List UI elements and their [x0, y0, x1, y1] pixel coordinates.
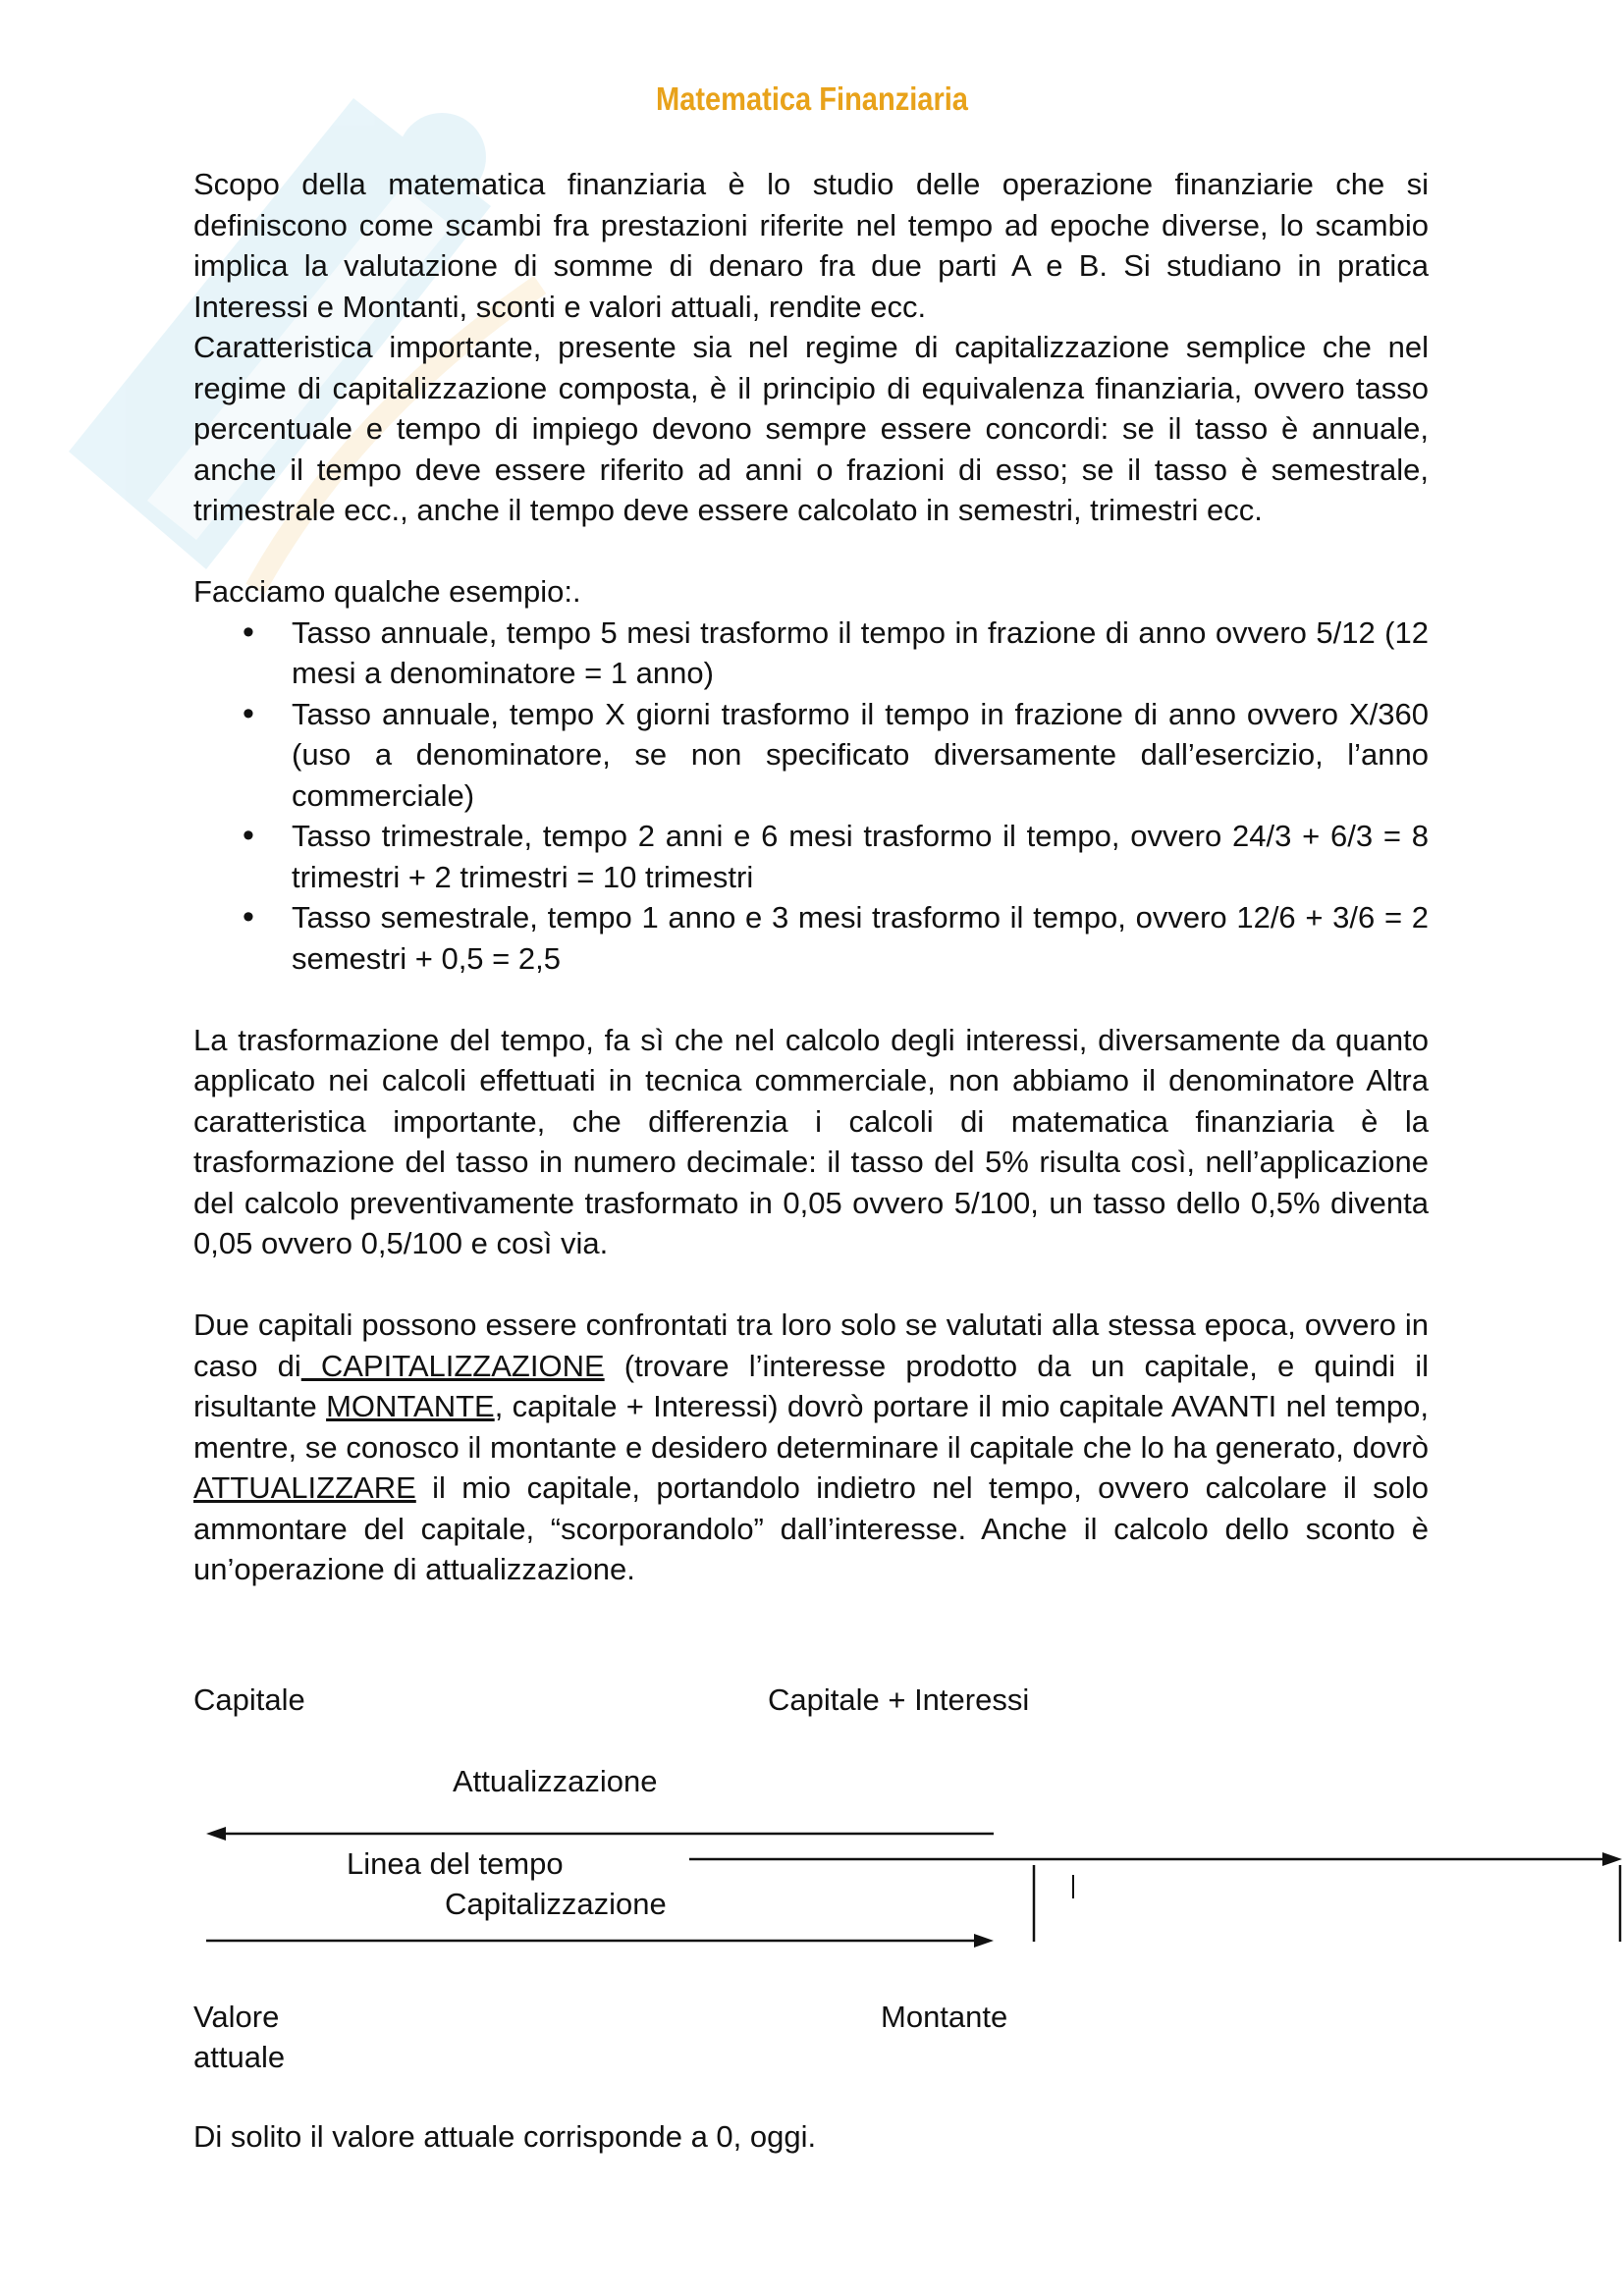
intro-paragraph-2: Caratteristica importante, presente sia nel regime di capitalizzazione semplice che nel regime di capitalizzazione composta, è il principio di equivalenza finanziaria, ovvero tasso percentuale e tempo di impiego devono sempre essere concordi: se il tasso è annuale, anche il tempo deve essere riferito ad anni o frazioni di esso; se il tasso è semestrale, trimestrale ecc., anche il tempo deve essere calcolato in semestri, trimestri ecc.	[193, 330, 1429, 527]
capitali-text-1: Due capitali possono essere confrontati tra loro solo se valutati alla stessa epoca, ovvero in caso di	[193, 1308, 1429, 1383]
label-linea-del-tempo: Linea del tempo	[347, 1846, 564, 1881]
page-title: Matematica Finanziaria	[656, 80, 968, 117]
examples-lead: Facciamo qualche esempio:.	[193, 574, 581, 609]
intro-paragraph-1: Scopo della matematica finanziaria è lo studio delle operazione finanziarie che si definiscono come scambi fra prestazioni riferite nel tempo ad epoche diverse, lo scambio implica la valutazione di somme di denaro fra due parti A e B. Si studiano in pratica Interessi e Montanti, sconti e valori attuali, rendite ecc.	[193, 167, 1429, 324]
capitali-text-3: , capitale + Interessi) dovrò portare il mio capitale AVANTI nel tempo, mentre, se conosco il montante e desidero determinare il capitale che lo ha generato, dovrò	[193, 1389, 1429, 1465]
label-capitale: Capitale	[193, 1682, 305, 1717]
label-capitale-interessi: Capitale + Interessi	[768, 1682, 1030, 1717]
label-valore-attuale-line-1: Valore	[193, 2000, 280, 2034]
list-item: • Tasso annuale, tempo X giorni trasformo il tempo in frazione di anno ovvero X/360 (uso a denominatore, se non specificato diversamente dall’esercizio, l’anno commerciale)	[292, 694, 1429, 817]
capitalizzazione-arrow	[206, 1934, 994, 1948]
transformation-paragraph: La trasformazione del tempo, fa sì che nel calcolo degli interessi, diversamente da quanto applicato nei calcoli effettuati in tecnica commerciale, non abbiamo il denominatore Altra caratteristica importante, che differenzia i calcoli di matematica finanziaria è la trasformazione del tasso in numero decimale: il tasso del 5% risulta così, nell’applicazione del calcolo preventivamente trasformato in 0,05 ovvero 5/100, un tasso dello 0,5% diventa 0,05 ovvero 0,5/100 e così via.	[193, 1022, 1429, 1260]
list-item: • Tasso semestrale, tempo 1 anno e 3 mesi trasformo il tempo, ovvero 12/6 + 3/6 = 2 semestri + 0,5 = 2,5	[292, 897, 1429, 979]
label-valore-attuale-line-2: attuale	[193, 2040, 286, 2074]
attualizzare-term: ATTUALIZZARE	[193, 1470, 416, 1505]
capitali-text-2: (trovare l’interesse prodotto da un capitale, e quindi il risultante	[193, 1348, 1430, 1423]
time-line-arrow	[689, 1852, 1622, 1866]
capitalizzazione-term: CAPITALIZZAZIONE	[300, 1348, 605, 1383]
list-item: • Tasso annuale, tempo 5 mesi trasformo il tempo in frazione di anno ovvero 5/12 (12 mesi a denominatore = 1 anno)	[292, 613, 1429, 694]
capitali-text-4: il mio capitale, portandolo indietro nel tempo, ovvero calcolare il solo ammontare del capitale, “scorporandolo” dall’interesse. Anche il calcolo dello sconto è un’operazione di attualizzazione.	[193, 1470, 1429, 1586]
montante-term: MONTANTE	[326, 1389, 495, 1423]
attualizzazione-arrow	[206, 1827, 994, 1841]
list-item: • Tasso trimestrale, tempo 2 anni e 6 mesi trasformo il tempo, ovvero 24/3 + 6/3 = 8 trimestri + 2 trimestri = 10 trimestri	[292, 816, 1429, 897]
label-montante: Montante	[881, 2000, 1008, 2034]
label-attualizzazione: Attualizzazione	[453, 1764, 658, 1798]
closing-text: Di solito il valore attuale corrisponde a 0, oggi.	[193, 2119, 817, 2154]
label-capitalizzazione: Capitalizzazione	[445, 1887, 667, 1921]
